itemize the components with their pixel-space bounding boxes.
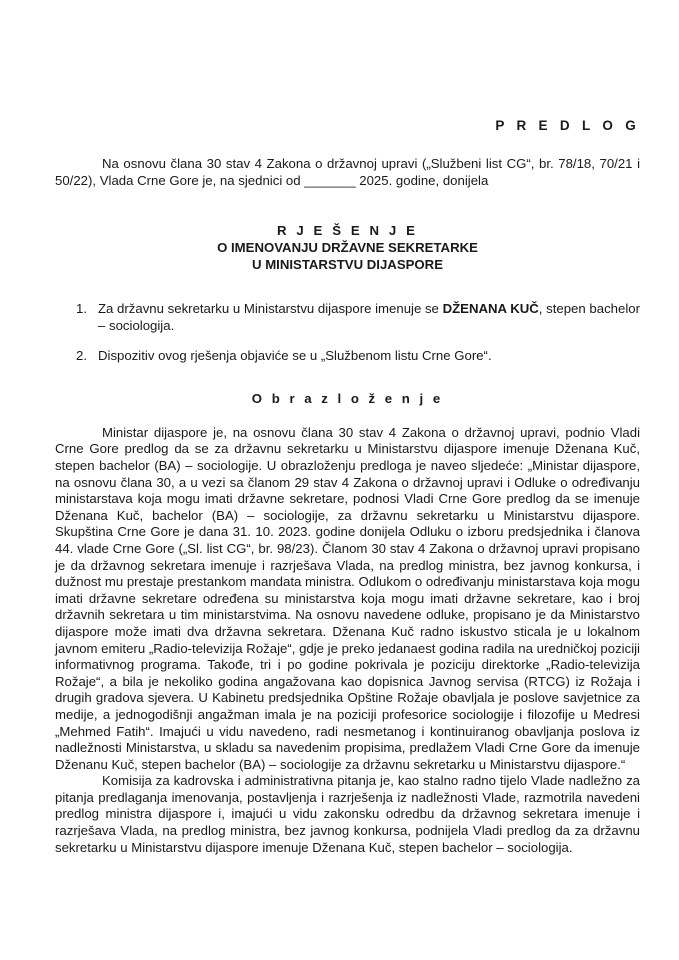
list-item-text: Dispozitiv ovog rješenja objaviće se u „Službenom listu Crne Gore“. [98,348,492,364]
intro-paragraph: Na osnovu člana 30 stav 4 Zakona o državnoj upravi („Službeni list CG“, br. 78/18, 70/21 i 50/22), Vlada Crne Gore je, na sjednici od _______ 2025. godine, donijela [55,156,640,188]
reasoning-heading: O b r a z l o ž e n j e [251,390,444,406]
list-item-text-before: Za državnu sekretarku u Ministarstvu dijaspore imenuje se [98,301,443,317]
document-content [55,0,640,856]
title-line-ministry: U MINISTARSTVU DIJASPORE [252,257,443,273]
list-item-marker: 2. [76,348,87,364]
reasoning-body [55,425,640,856]
decisions-list [55,301,640,365]
title-line-subject: O IMENOVANJU DRŽAVNE SEKRETARKE [217,240,478,256]
predlog-banner: P R E D L O G [495,118,640,133]
intro-block [55,156,640,189]
appointee-name: DŽENANA KUČ [442,301,539,317]
document-title-block [55,222,640,273]
predlog-banner-row [55,117,640,135]
list-item-text [98,301,640,334]
title-line-rjesenje: R J E Š E N J E [276,223,419,239]
reasoning-paragraph-2: Komisija za kadrovska i administrativna pitanja je, kao stalno radno tijelo Vlade nadležno za pitanja predlaganja imenovanja, postavljenja i razrješenja iz nadležnosti Vlade, razmotrila navedeni predlog ministra dijaspore i, imajući u vidu zakonsku odredbu da državnog sekretara imenuje i razrješava Vlada, na predlog ministra, bez javnog konkursa, podnijela Vladi predlog da za državnu sekretarku u Ministarstvu dijaspore imenuje Dženana Kuč, stepen bachelor – sociologija. [55,773,640,855]
list-item-marker: 1. [76,301,87,317]
reasoning-paragraph-1: Ministar dijaspore je, na osnovu člana 30 stav 4 Zakona o državnoj upravi, podnio Vladi Crne Gore predlog da se za državnu sekretarku u Ministarstvu dijaspore imenuje Dženana Kuč, stepen bachelor (BA) – sociologije. U obrazloženju predloga je naveo sljedeće: „Ministar dijaspore, na osnovu člana 30, a u vezi sa članom 29 stav 4 Zakona o državnoj upravi i Odluke o određivanju ministarstava koja mogu imati državne sekretare, podnosi Vladi Crne Gore predlog da se imenuje Dženana Kuč, bachelor (BA) – sociologije, za državnu sekretarku u Ministarstvu dijaspore. Skupština Crne Gore je dana 31. 10. 2023. godine donijela Odluku o izboru predsjednika i članova 44. vlade Crne Gore („Sl. list CG“, br. 98/23). Članom 30 stav 4 Zakona o državnoj upravi propisano je da državnog sekretara imenuje i razrješava Vlada, na predlog ministra, bez javnog konkursa, i dužnost mu prestaje prestankom mandata ministra. Odlukom o određivanju ministarstava koja mogu imati državne sekretare određena su ministarstva koja mogu imati državne sekretare, kao i broj državnih sekretara u tim ministarstvima. Na osnovu navedene odluke, propisano je da Ministarstvo dijaspore može imati dva državna sekretara. Dženana Kuč radno iskustvo sticala je u lokalnom javnom emiteru „Radio-televizija Rožaje“, gdje je preko jedanaest godina radila na uredničkoj poziciji informativnog programa. Takođe, tri i po godine pokrivala je poziciju direktorke „Radio-televizija Rožaje“, a bila je nekoliko godina angažovana kao dopisnica Javnog servisa (RTCG) iz Rožaja i drugih gradova sjevera. U Kabinetu predsjednika Opštine Rožaje obavljala je poslove savjetnice za medije, a jednogodišnji angažman imala je na poziciji profesorice sociologije i filozofije u Medresi „Mehmed Fatih“. Imajući u vidu navedeno, radi nesmetanog i kontinuiranog obavljanja poslova iz nadležnosti Ministarstva, u skladu sa navedenim propisima, predlažem Vladi Crne Gore da imenuje Dženanu Kuč, stepen bachelor (BA) – sociologije za državnu sekretarku u Ministarstvu dijaspore.“ [55,424,640,772]
list-item-text-after: , stepen bachelor – sociologija. [98,301,640,333]
list-item [55,301,640,334]
list-item [55,348,640,365]
